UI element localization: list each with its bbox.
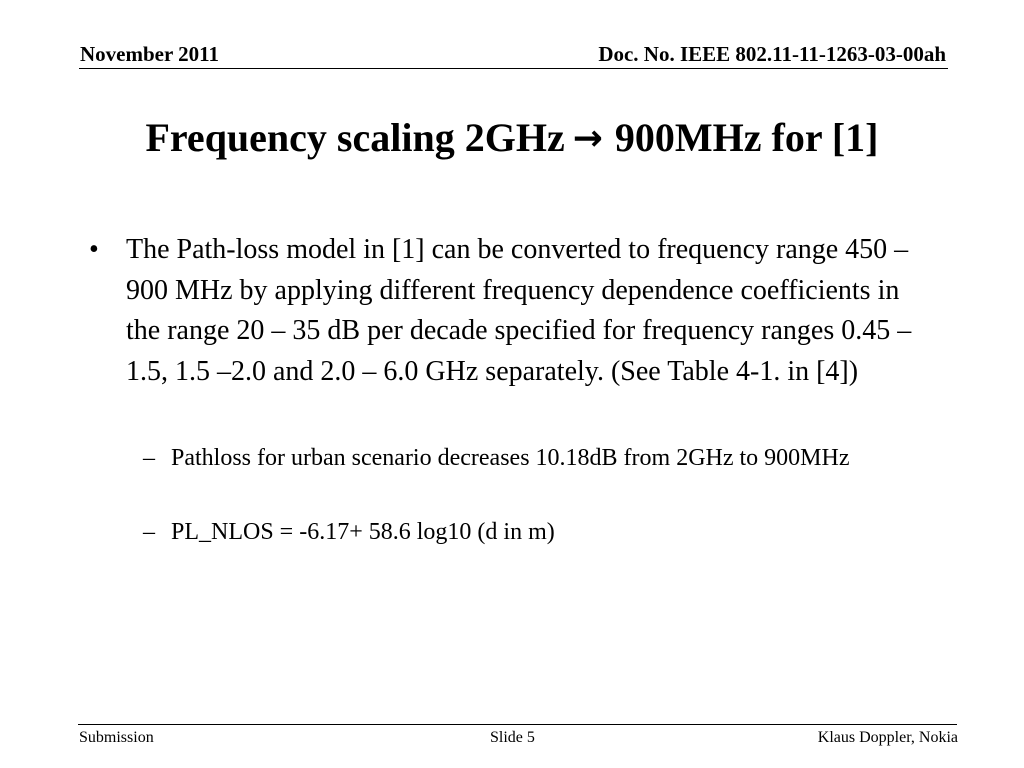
sub-bullet-marker: –	[143, 519, 155, 545]
footer-slide-number: Slide 5	[490, 729, 535, 746]
header-doc-number: Doc. No. IEEE 802.11-11-1263-03-00ah	[598, 42, 946, 66]
sub-bullet	[143, 517, 891, 549]
slide-title-part2: 900MHz for [1]	[614, 115, 879, 160]
header-divider	[79, 68, 948, 69]
sub-bullet-marker: –	[143, 445, 155, 471]
sub-bullet-text: Pathloss for urban scenario decreases 10.18dB from 2GHz to 900MHz	[171, 445, 850, 471]
main-bullet	[89, 230, 926, 392]
slide-title	[0, 112, 1024, 165]
footer-author: Klaus Doppler, Nokia	[817, 729, 958, 746]
sub-bullet	[143, 443, 891, 475]
right-arrow-icon: →	[572, 118, 603, 159]
footer-submission: Submission	[79, 729, 154, 746]
footer-divider	[78, 724, 957, 725]
slide-title-part1: Frequency scaling 2GHz	[145, 115, 565, 160]
header-date: November 2011	[80, 42, 220, 66]
main-bullet-text: The Path-loss model in [1] can be converted to frequency range 450 – 900 MHz by applying different frequency dependence coefficients in the range 20 – 35 dB per decade specified for frequency ranges 0.45 – 1.5, 1.5 –2.0 and 2.0 – 6.0 GHz separately. (See Table 4-1. in [4])	[126, 234, 912, 387]
bullet-marker: •	[89, 234, 99, 265]
sub-bullet-text: PL_NLOS = -6.17+ 58.6 log10 (d in m)	[171, 519, 555, 545]
